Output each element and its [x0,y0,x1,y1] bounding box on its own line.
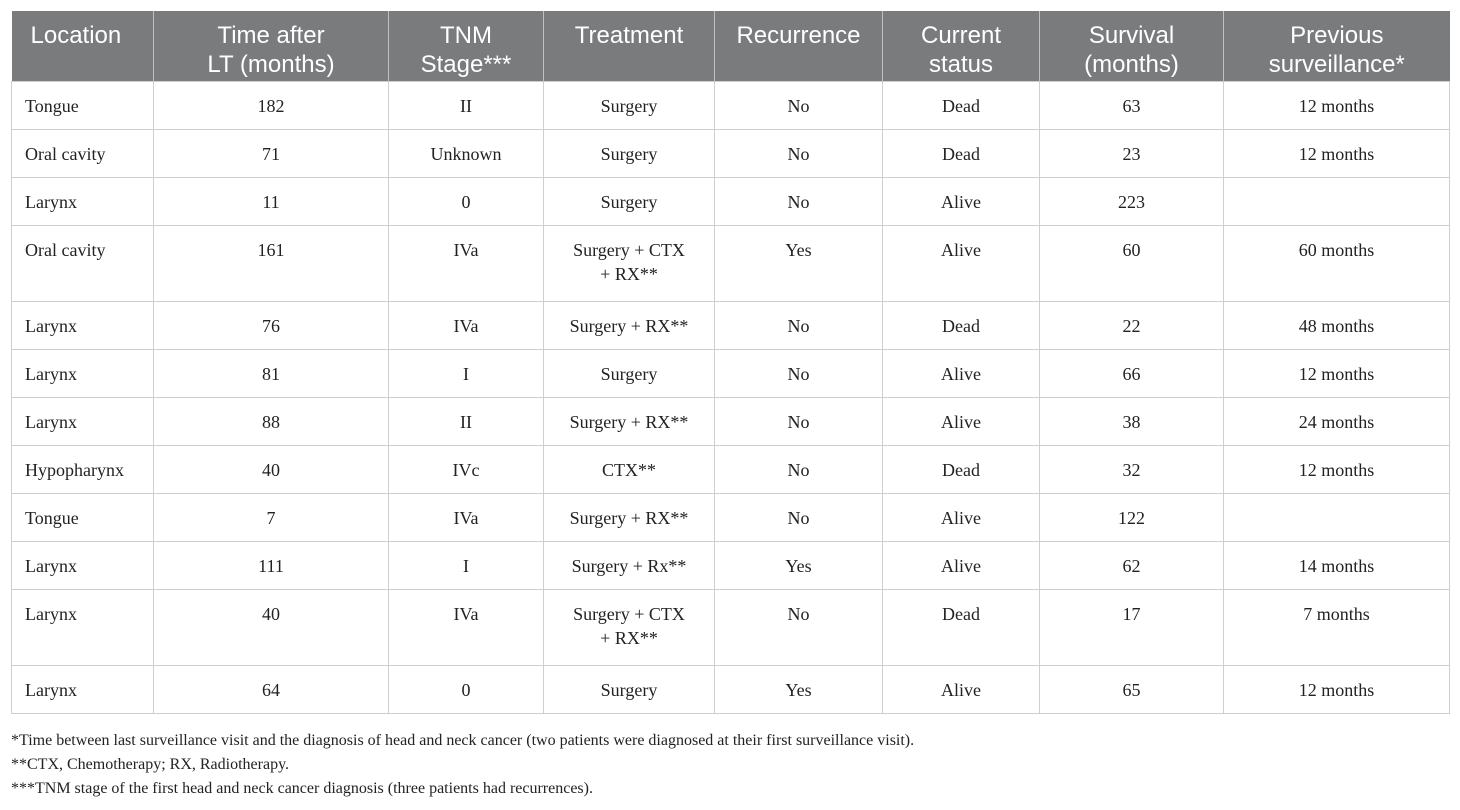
cell-survival: 22 [1040,301,1224,349]
cell-recurrence: No [715,349,883,397]
cell-tnm-stage: IVc [389,445,544,493]
cell-current-status: Alive [883,349,1040,397]
cell-previous-surveillance: 60 months [1224,225,1450,301]
cell-time-after-lt: 76 [154,301,389,349]
cell-survival: 63 [1040,81,1224,129]
cell-time-after-lt: 11 [154,177,389,225]
table-row [12,541,1450,589]
cell-tnm-stage: 0 [389,665,544,713]
cell-location: Tongue [12,493,154,541]
cell-current-status: Dead [883,81,1040,129]
cell-time-after-lt: 161 [154,225,389,301]
header-treatment: Treatment [544,11,715,81]
cell-previous-surveillance: 12 months [1224,349,1450,397]
cell-time-after-lt: 111 [154,541,389,589]
cell-tnm-stage: Unknown [389,129,544,177]
cell-previous-surveillance: 12 months [1224,445,1450,493]
cell-tnm-stage: IVa [389,589,544,665]
cell-current-status: Dead [883,301,1040,349]
cell-survival: 223 [1040,177,1224,225]
cell-location: Oral cavity [12,129,154,177]
cell-previous-surveillance [1224,177,1450,225]
table-row [12,397,1450,445]
cell-time-after-lt: 64 [154,665,389,713]
cell-current-status: Dead [883,129,1040,177]
cell-current-status: Dead [883,445,1040,493]
cell-treatment: Surgery + RX** [544,397,715,445]
footnote-tnm-stage: ***TNM stage of the first head and neck cancer diagnosis (three patients had recurrences). [11,780,593,797]
cell-tnm-stage: II [389,81,544,129]
cell-recurrence: No [715,177,883,225]
cell-recurrence: No [715,445,883,493]
cell-time-after-lt: 7 [154,493,389,541]
cell-treatment: Surgery [544,665,715,713]
cell-current-status: Alive [883,665,1040,713]
footnote-surveillance: *Time between last surveillance visit and the diagnosis of head and neck cancer (two patients were diagnosed at their first surveillance visit). [11,732,915,749]
cell-current-status: Alive [883,225,1040,301]
cell-treatment: Surgery + Rx** [544,541,715,589]
cell-treatment: Surgery [544,81,715,129]
cell-location: Larynx [12,665,154,713]
table-row [12,81,1450,129]
table-row [12,445,1450,493]
cell-treatment: Surgery [544,177,715,225]
cell-treatment: Surgery [544,349,715,397]
table-row [12,349,1450,397]
cell-current-status: Alive [883,177,1040,225]
cell-treatment: Surgery + RX** [544,493,715,541]
cell-survival: 32 [1040,445,1224,493]
cancer-outcomes-table [11,11,1450,714]
header-time-after-lt: Time after LT (months) [154,11,389,81]
cell-previous-surveillance: 24 months [1224,397,1450,445]
footnote-abbreviations: **CTX, Chemotherapy; RX, Radiotherapy. [11,756,290,773]
cell-time-after-lt: 182 [154,81,389,129]
cell-location: Larynx [12,541,154,589]
cell-treatment: Surgery + RX** [544,301,715,349]
header-recurrence: Recurrence [715,11,883,81]
cell-current-status: Dead [883,589,1040,665]
cell-tnm-stage: IVa [389,493,544,541]
header-survival: Survival (months) [1040,11,1224,81]
cell-treatment: Surgery + CTX + RX** [544,589,715,665]
table-row [12,177,1450,225]
cell-time-after-lt: 81 [154,349,389,397]
header-tnm-stage: TNM Stage*** [389,11,544,81]
cell-current-status: Alive [883,397,1040,445]
cell-recurrence: Yes [715,665,883,713]
cell-previous-surveillance: 14 months [1224,541,1450,589]
cell-survival: 23 [1040,129,1224,177]
cell-recurrence: No [715,129,883,177]
cell-previous-surveillance [1224,493,1450,541]
table-row [12,589,1450,665]
cell-time-after-lt: 40 [154,589,389,665]
table-row [12,665,1450,713]
cell-recurrence: No [715,589,883,665]
cell-tnm-stage: I [389,541,544,589]
table-header-row [12,11,1450,81]
cell-location: Larynx [12,177,154,225]
cell-survival: 65 [1040,665,1224,713]
cell-treatment: CTX** [544,445,715,493]
cell-treatment: Surgery [544,129,715,177]
cell-survival: 60 [1040,225,1224,301]
cell-time-after-lt: 88 [154,397,389,445]
cell-treatment: Surgery + CTX + RX** [544,225,715,301]
table-row [12,225,1450,301]
cell-location: Larynx [12,589,154,665]
cell-tnm-stage: I [389,349,544,397]
header-location: Location [12,11,154,81]
cell-time-after-lt: 40 [154,445,389,493]
cell-current-status: Alive [883,493,1040,541]
cell-recurrence: No [715,493,883,541]
table-row [12,493,1450,541]
table-row [12,129,1450,177]
cell-location: Oral cavity [12,225,154,301]
cell-tnm-stage: 0 [389,177,544,225]
cell-tnm-stage: IVa [389,301,544,349]
data-table-container [11,11,1449,714]
cell-recurrence: No [715,301,883,349]
cell-current-status: Alive [883,541,1040,589]
cell-previous-surveillance: 12 months [1224,81,1450,129]
cell-location: Larynx [12,397,154,445]
cell-location: Larynx [12,349,154,397]
cell-previous-surveillance: 12 months [1224,665,1450,713]
cell-survival: 122 [1040,493,1224,541]
cell-survival: 66 [1040,349,1224,397]
cell-recurrence: No [715,81,883,129]
header-previous-surveillance: Previous surveillance* [1224,11,1450,81]
cell-recurrence: Yes [715,225,883,301]
cell-tnm-stage: IVa [389,225,544,301]
cell-location: Tongue [12,81,154,129]
table-footnotes [11,729,914,801]
cell-previous-surveillance: 48 months [1224,301,1450,349]
cell-recurrence: No [715,397,883,445]
cell-survival: 62 [1040,541,1224,589]
cell-previous-surveillance: 7 months [1224,589,1450,665]
cell-location: Hypopharynx [12,445,154,493]
cell-survival: 17 [1040,589,1224,665]
cell-location: Larynx [12,301,154,349]
cell-time-after-lt: 71 [154,129,389,177]
cell-survival: 38 [1040,397,1224,445]
cell-tnm-stage: II [389,397,544,445]
header-current-status: Current status [883,11,1040,81]
cell-recurrence: Yes [715,541,883,589]
cell-previous-surveillance: 12 months [1224,129,1450,177]
table-row [12,301,1450,349]
